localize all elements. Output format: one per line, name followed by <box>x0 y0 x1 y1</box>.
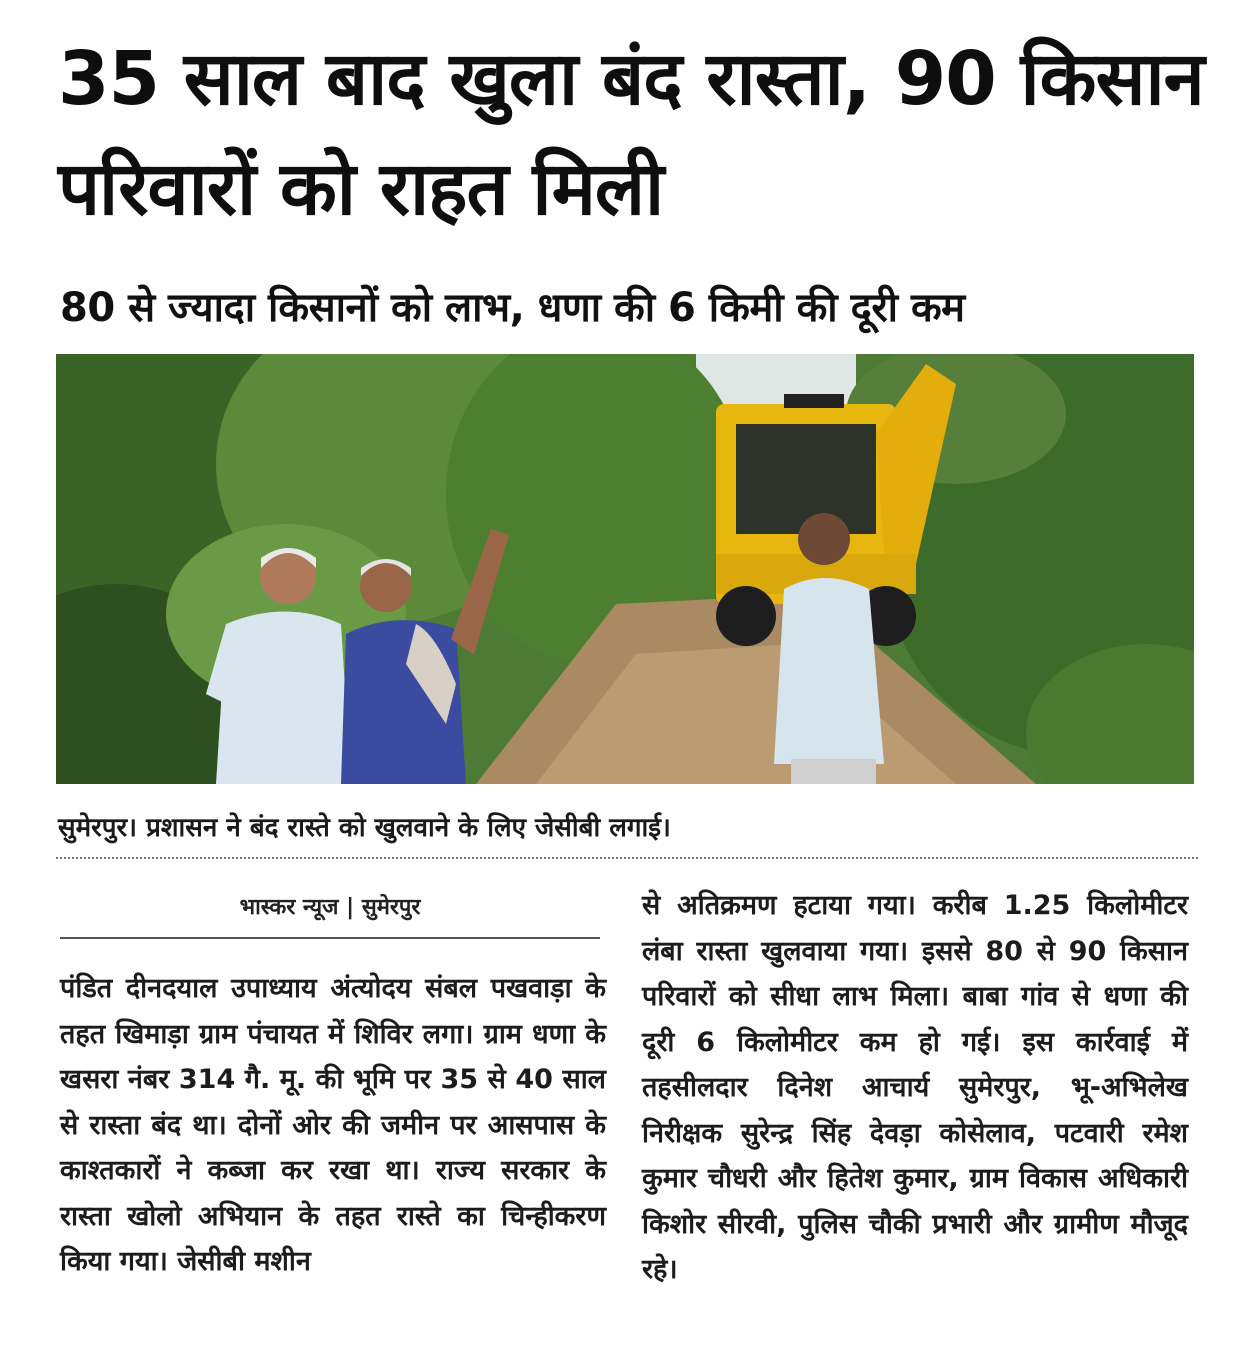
subheadline: 80 से ज्यादा किसानों को लाभ, धणा की 6 किमी की दूरी कम <box>60 285 965 331</box>
headline: 35 साल बाद खुला बंद रास्ता, 90 किसान परिवारों को राहत मिली <box>58 36 1204 232</box>
article-body-right-column: से अतिक्रमण हटाया गया। करीब 1.25 किलोमीटर लंबा रास्ता खुलवाया गया। इससे 80 से 90 किसान परिवारों को सीधा लाभ मिला। बाबा गांव से धणा की दूरी 6 किलोमीटर कम हो गई। इस कार्रवाई में तहसीलदार दिनेश आचार्य सुमेरपुर, भू-अभिलेख निरीक्षक सुरेन्द्र सिंह देवड़ा कोसेलाव, पटवारी रमेश कुमार चौधरी और हितेश कुमार, ग्राम विकास अधिकारी किशोर सीरवी, पुलिस चौकी प्रभारी और ग्रामीण मौजूद रहे। <box>642 890 1188 1285</box>
article-body-left-column: पंडित दीनदयाल उपाध्याय अंत्योदय संबल पखवाड़ा के तहत खिमाड़ा ग्राम पंचायत में शिविर लगा। ग्राम धणा के खसरा नंबर 314 गै. मू. की भूमि पर 35 से 40 साल से रास्ता बंद था। दोनों ओर की जमीन पर आसपास के काश्तकारों ने कब्जा कर रखा था। राज्य सरकार के रास्ता खोलो अभियान के तहत रास्ते का चिन्हीकरण किया गया। जेसीबी मशीन <box>60 973 606 1277</box>
photo-caption: सुमेरपुर। प्रशासन ने बंद रास्ते को खुलवाने के लिए जेसीबी लगाई। <box>58 813 671 843</box>
news-photo <box>56 354 1194 784</box>
byline-divider <box>60 937 600 939</box>
byline: भास्कर न्यूज | सुमेरपुर <box>239 895 421 920</box>
photo-jcb-clearing-road-icon <box>56 354 1194 784</box>
dotted-divider <box>56 857 1198 859</box>
